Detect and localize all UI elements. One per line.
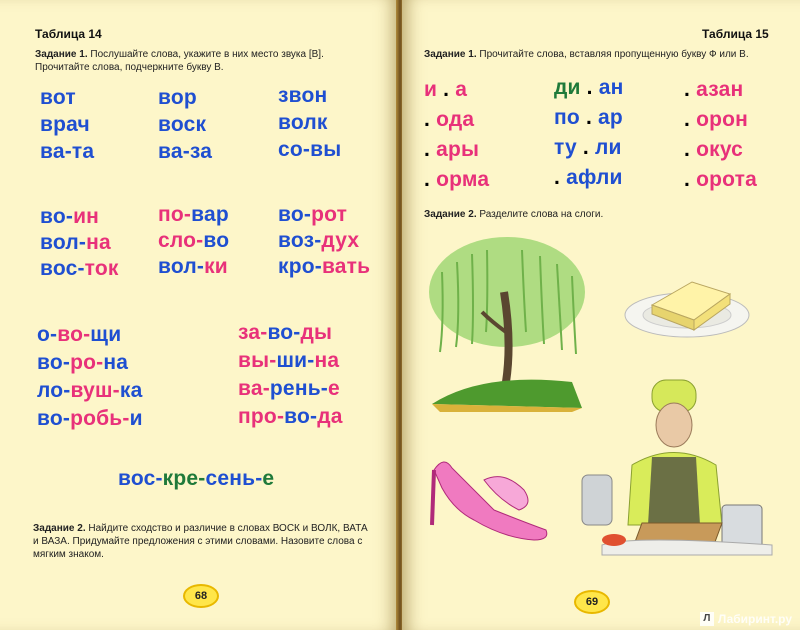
col5-word-1-part-0: сло- (158, 229, 204, 252)
col8-word-3-part-1: во- (284, 405, 318, 428)
long-word (118, 467, 274, 491)
colA-word-3-part-1: орма (436, 168, 490, 191)
col8-word-2-part-0: ва- (238, 377, 270, 400)
word-column-2 (158, 86, 212, 164)
colC-word-1-part-1: орон (696, 108, 749, 131)
col4-word-2-part-1: ток (84, 257, 119, 280)
col4-word-0-part-1: ин (73, 205, 100, 228)
left-task1 (35, 48, 380, 74)
col5-word-2-part-1: ки (204, 255, 228, 278)
colB-word-2 (554, 136, 624, 160)
willow-tree-illustration (422, 232, 592, 412)
word-column-7 (37, 323, 143, 431)
col3-word-1-part-0: волк (278, 111, 328, 134)
col1-word-2 (40, 140, 94, 164)
col7-word-3-part-1: робь- (70, 407, 130, 430)
colC-word-3-part-1: орота (696, 168, 758, 191)
col7-word-0 (37, 323, 143, 347)
colC-word-0-part-1: азан (696, 78, 744, 101)
col4-word-2 (40, 257, 119, 281)
word-column-1 (40, 86, 94, 164)
col6-word-2-part-0: кро- (278, 255, 322, 278)
left-page (0, 0, 398, 630)
butter-plate-illustration (622, 270, 752, 340)
word-column-5 (158, 203, 229, 279)
col8-word-2-part-1: рень- (269, 377, 328, 400)
colA-word-2 (424, 138, 489, 162)
colB-word-0-part-2: ан (598, 76, 624, 99)
right-task1-text: Прочитайте слова, вставляя пропущенную букву Ф или В. (479, 49, 749, 60)
col4-word-1-part-0: вол- (40, 231, 87, 254)
col7-word-1-part-2: на (103, 351, 129, 374)
col7-word-2-part-2: ка (119, 379, 143, 402)
word-column-6 (278, 203, 370, 279)
col8-word-0-part-2: ды (300, 321, 333, 344)
col1-word-0 (40, 86, 94, 110)
col1-word-0-part-0: вот (40, 86, 76, 109)
colB-word-3-part-0: . (554, 166, 567, 189)
colB-word-0-part-0: ди (554, 76, 581, 99)
colB-word-1-part-0: по (554, 106, 580, 129)
colB-word-0-part-1: . (580, 76, 599, 99)
col2-word-0-part-0: вор (158, 86, 197, 109)
col7-word-3-part-0: во- (37, 407, 71, 430)
col5-word-2 (158, 255, 229, 279)
colB-word-0 (554, 76, 624, 100)
col1-word-1 (40, 113, 94, 137)
pink-shoe-illustration (424, 450, 554, 545)
word-column-3 (278, 84, 341, 162)
long-word-text (118, 467, 274, 491)
col4-word-1-part-1: на (86, 231, 111, 254)
col5-word-2-part-0: вол- (158, 255, 205, 278)
colA-word-1-part-0: . (424, 108, 437, 131)
cook-illustration (572, 375, 782, 580)
col1-word-2-part-0: ва-та (40, 140, 95, 163)
watermark-logo: Л (700, 612, 714, 626)
colC-word-1-part-0: . (684, 108, 697, 131)
col6-word-0 (278, 203, 370, 227)
left-task2-text: Найдите сходство и различие в словах ВОСК и ВОЛК, ВАТА и ВАЗА. Придумайте предложения с этими словами. Назовите слова с мягким знаком. (33, 523, 368, 560)
right-page (402, 0, 800, 630)
col8-word-3-part-2: да (317, 405, 343, 428)
col7-word-0-part-2: щи (90, 323, 122, 346)
col5-word-1 (158, 229, 229, 253)
col8-word-1-part-1: ши- (276, 349, 315, 372)
col8-word-1 (238, 349, 343, 373)
left-task2-label: Задание 2. (33, 523, 86, 534)
word-column-8 (238, 321, 343, 429)
col2-word-1 (158, 113, 212, 137)
right-task1 (424, 48, 784, 61)
word-column-a (424, 78, 489, 192)
col8-word-2 (238, 377, 343, 401)
col7-word-1 (37, 351, 143, 375)
colA-word-3-part-0: . (424, 168, 437, 191)
col2-word-2 (158, 140, 212, 164)
col7-word-3-part-2: и (129, 407, 143, 430)
colB-word-3 (554, 166, 624, 190)
page-number-left: 68 (183, 584, 219, 608)
colC-word-2 (684, 138, 757, 162)
colC-word-3 (684, 168, 757, 192)
col3-word-2 (278, 138, 341, 162)
col7-word-3 (37, 407, 143, 431)
col8-word-2-part-2: е (328, 377, 340, 400)
colB-word-2-part-2: ли (595, 136, 622, 159)
col8-word-3-part-0: про- (238, 405, 285, 428)
right-task2 (424, 208, 603, 221)
right-table-title: Таблица 15 (702, 27, 769, 41)
col8-word-0 (238, 321, 343, 345)
colB-word-3-part-1: афли (566, 166, 623, 189)
col1-word-1-part-0: врач (40, 113, 90, 136)
col4-word-0 (40, 205, 119, 229)
watermark-text: Лабиринт.ру (717, 612, 792, 626)
colA-word-0-part-0: и (424, 78, 438, 101)
colB-word-2-part-0: ту (554, 136, 577, 159)
col8-word-0-part-0: за- (238, 321, 268, 344)
col3-word-0-part-0: звон (278, 84, 328, 107)
colA-word-0-part-2: а (455, 78, 468, 101)
colA-word-1 (424, 108, 489, 132)
col8-word-1-part-0: вы- (238, 349, 277, 372)
col8-word-0-part-1: во- (267, 321, 301, 344)
colC-word-0 (684, 78, 757, 102)
col3-word-0 (278, 84, 341, 108)
col7-word-2 (37, 379, 143, 403)
word-column-4 (40, 205, 119, 281)
colA-word-3 (424, 168, 489, 192)
colA-word-0-part-1: . (437, 78, 456, 101)
long-word-text-part-2: сень- (205, 467, 263, 490)
col6-word-1-part-1: дух (321, 229, 360, 252)
right-task1-label: Задание 1. (424, 49, 477, 60)
col5-word-0 (158, 203, 229, 227)
col8-word-1-part-2: на (314, 349, 340, 372)
col2-word-0 (158, 86, 212, 110)
long-word-text-part-0: вос- (118, 467, 163, 490)
col7-word-2-part-0: ло- (37, 379, 71, 402)
watermark (700, 612, 792, 626)
colC-word-2-part-1: окус (696, 138, 744, 161)
col6-word-2-part-1: вать (321, 255, 371, 278)
word-column-b (554, 76, 624, 190)
col6-word-2 (278, 255, 370, 279)
left-task1-label: Задание 1. (35, 49, 88, 60)
col4-word-0-part-0: во- (40, 205, 74, 228)
colA-word-1-part-1: ода (436, 108, 475, 131)
left-task2 (33, 522, 368, 561)
col8-word-3 (238, 405, 343, 429)
right-task2-text: Разделите слова на слоги. (479, 209, 604, 220)
colA-word-0 (424, 78, 489, 102)
col6-word-1 (278, 229, 370, 253)
left-table-title: Таблица 14 (35, 27, 102, 41)
colB-word-1-part-1: . (579, 106, 599, 129)
page-number-right: 69 (574, 590, 610, 614)
colC-word-0-part-0: . (684, 78, 697, 101)
col7-word-1-part-1: ро- (70, 351, 104, 374)
col4-word-2-part-0: вос- (40, 257, 85, 280)
col3-word-1 (278, 111, 341, 135)
colC-word-1 (684, 108, 757, 132)
colB-word-1 (554, 106, 624, 130)
col5-word-0-part-0: по- (158, 203, 192, 226)
long-word-text-part-1: кре- (162, 467, 206, 490)
col2-word-1-part-0: воск (158, 113, 207, 136)
col6-word-1-part-0: воз- (278, 229, 322, 252)
col7-word-0-part-1: во- (57, 323, 91, 346)
colA-word-2-part-1: ары (436, 138, 480, 161)
right-task2-label: Задание 2. (424, 209, 477, 220)
col5-word-0-part-1: вар (191, 203, 229, 226)
col6-word-0-part-0: во- (278, 203, 312, 226)
colC-word-2-part-0: . (684, 138, 697, 161)
col7-word-0-part-0: о- (37, 323, 58, 346)
long-word-text-part-3: е (262, 467, 275, 490)
col3-word-2-part-0: со-вы (278, 138, 342, 161)
col4-word-1 (40, 231, 119, 255)
colC-word-3-part-0: . (684, 168, 697, 191)
col7-word-2-part-1: вуш- (70, 379, 120, 402)
left-task1-text: Послушайте слова, укажите в них место звука [В]. Прочитайте слова, подчеркните букву В. (35, 49, 324, 73)
col5-word-1-part-1: во (203, 229, 230, 252)
colB-word-1-part-2: ар (598, 106, 623, 129)
col7-word-1-part-0: во- (37, 351, 71, 374)
col6-word-0-part-1: рот (311, 203, 348, 226)
colA-word-2-part-0: . (424, 138, 437, 161)
colB-word-2-part-1: . (576, 136, 595, 159)
word-column-c (684, 78, 757, 192)
col2-word-2-part-0: ва-за (158, 140, 213, 163)
